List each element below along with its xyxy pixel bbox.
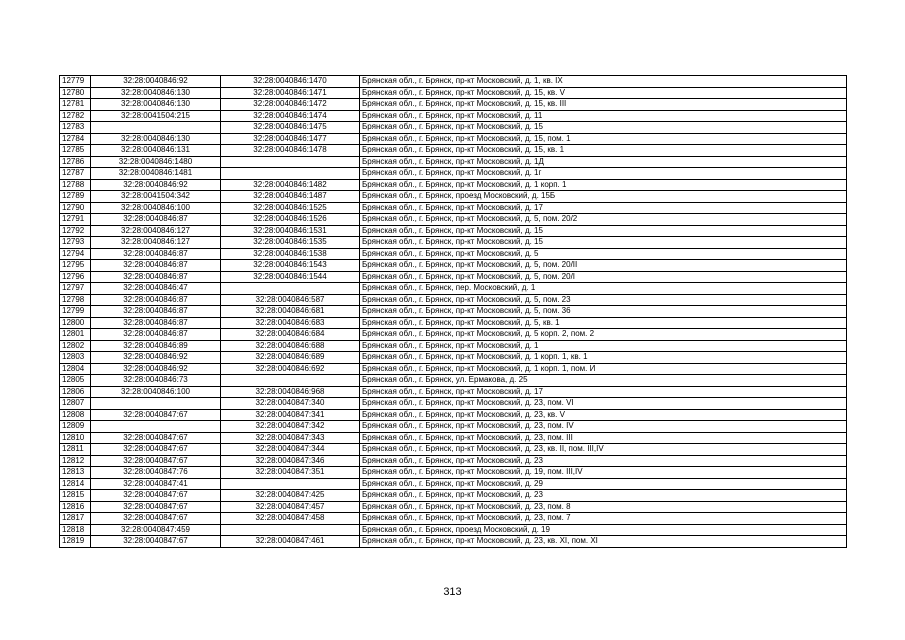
cadastral-number-cell: 32:28:0041504:342: [91, 191, 221, 203]
address-cell: Брянская обл., г. Брянск, пр-кт Московский, д. 1 корп. 1, кв. 1: [360, 352, 847, 364]
table-row: [60, 501, 847, 513]
registry-table-body: [60, 76, 847, 548]
row-number-cell: 12789: [60, 191, 91, 203]
address-cell: Брянская обл., г. Брянск, проезд Московский, д. 19: [360, 524, 847, 536]
row-number-cell: 12808: [60, 409, 91, 421]
address-cell: Брянская обл., г. Брянск, пр-кт Московский, д. 29: [360, 478, 847, 490]
cadastral-number-cell: 32:28:0040846:130: [91, 99, 221, 111]
cadastral-number-cell: 32:28:0040846:87: [91, 248, 221, 260]
address-cell: Брянская обл., г. Брянск, пр-кт Московский, д. 1 корп. 1: [360, 179, 847, 191]
table-row: [60, 283, 847, 295]
object-cadastral-number-cell: 32:28:0040846:681: [221, 306, 360, 318]
row-number-cell: 12781: [60, 99, 91, 111]
row-number-cell: 12788: [60, 179, 91, 191]
cadastral-number-cell: 32:28:0040846:92: [91, 363, 221, 375]
table-row: [60, 432, 847, 444]
table-row: [60, 352, 847, 364]
object-cadastral-number-cell: 32:28:0040846:1478: [221, 145, 360, 157]
object-cadastral-number-cell: 32:28:0040847:341: [221, 409, 360, 421]
object-cadastral-number-cell: [221, 156, 360, 168]
object-cadastral-number-cell: 32:28:0040846:684: [221, 329, 360, 341]
address-cell: Брянская обл., г. Брянск, пр-кт Московский, д. 5, пом. 20/II: [360, 260, 847, 272]
object-cadastral-number-cell: 32:28:0040846:1531: [221, 225, 360, 237]
address-cell: Брянская обл., г. Брянск, пр-кт Московский, д. 11: [360, 110, 847, 122]
address-cell: Брянская обл., г. Брянск, пр-кт Московский, д. 19, пом. III,IV: [360, 467, 847, 479]
row-number-cell: 12790: [60, 202, 91, 214]
cadastral-number-cell: 32:28:0040846:87: [91, 260, 221, 272]
object-cadastral-number-cell: 32:28:0040846:1525: [221, 202, 360, 214]
cadastral-number-cell: 32:28:0040846:92: [91, 179, 221, 191]
table-row: [60, 340, 847, 352]
object-cadastral-number-cell: 32:28:0040846:1543: [221, 260, 360, 272]
object-cadastral-number-cell: 32:28:0040847:342: [221, 421, 360, 433]
cadastral-number-cell: 32:28:0040846:92: [91, 352, 221, 364]
cadastral-number-cell: 32:28:0040847:67: [91, 409, 221, 421]
cadastral-number-cell: 32:28:0040847:41: [91, 478, 221, 490]
address-cell: Брянская обл., г. Брянск, пр-кт Московский, д. 5 корп. 2, пом. 2: [360, 329, 847, 341]
cadastral-number-cell: 32:28:0040847:67: [91, 455, 221, 467]
table-row: [60, 444, 847, 456]
address-cell: Брянская обл., г. Брянск, пр-кт Московский, д. 23: [360, 455, 847, 467]
row-number-cell: 12795: [60, 260, 91, 272]
table-row: [60, 237, 847, 249]
cadastral-number-cell: [91, 398, 221, 410]
address-cell: Брянская обл., г. Брянск, пр-кт Московский, д. 5, пом. 23: [360, 294, 847, 306]
cadastral-number-cell: 32:28:0040847:67: [91, 444, 221, 456]
table-row: [60, 225, 847, 237]
table-row: [60, 156, 847, 168]
address-cell: Брянская обл., г. Брянск, пр-кт Московский, д. 23, кв. XI, пом. XI: [360, 536, 847, 548]
address-cell: Брянская обл., г. Брянск, пр-кт Московский, д. 23: [360, 490, 847, 502]
object-cadastral-number-cell: 32:28:0040846:1471: [221, 87, 360, 99]
address-cell: Брянская обл., г. Брянск, проезд Московский, д. 15Б: [360, 191, 847, 203]
row-number-cell: 12798: [60, 294, 91, 306]
table-row: [60, 513, 847, 525]
row-number-cell: 12794: [60, 248, 91, 260]
cadastral-number-cell: 32:28:0040847:67: [91, 513, 221, 525]
row-number-cell: 12793: [60, 237, 91, 249]
address-cell: Брянская обл., г. Брянск, пр-кт Московский, д. 23, пом. VI: [360, 398, 847, 410]
row-number-cell: 12809: [60, 421, 91, 433]
address-cell: Брянская обл., г. Брянск, пр-кт Московский, д. 23, кв. II, пом. III,IV: [360, 444, 847, 456]
row-number-cell: 12792: [60, 225, 91, 237]
address-cell: Брянская обл., г. Брянск, пр-кт Московский, д. 15, кв. III: [360, 99, 847, 111]
address-cell: Брянская обл., г. Брянск, пр-кт Московский, д. 5: [360, 248, 847, 260]
table-row: [60, 455, 847, 467]
row-number-cell: 12806: [60, 386, 91, 398]
row-number-cell: 12807: [60, 398, 91, 410]
cadastral-number-cell: [91, 122, 221, 134]
row-number-cell: 12819: [60, 536, 91, 548]
object-cadastral-number-cell: 32:28:0040846:1538: [221, 248, 360, 260]
object-cadastral-number-cell: [221, 168, 360, 180]
cadastral-number-cell: 32:28:0041504:215: [91, 110, 221, 122]
table-row: [60, 76, 847, 88]
cadastral-number-cell: 32:28:0040847:67: [91, 501, 221, 513]
row-number-cell: 12814: [60, 478, 91, 490]
object-cadastral-number-cell: 32:28:0040847:346: [221, 455, 360, 467]
table-row: [60, 99, 847, 111]
cadastral-number-cell: 32:28:0040846:73: [91, 375, 221, 387]
table-row: [60, 168, 847, 180]
table-row: [60, 363, 847, 375]
row-number-cell: 12811: [60, 444, 91, 456]
table-row: [60, 179, 847, 191]
cadastral-number-cell: 32:28:0040846:87: [91, 271, 221, 283]
cadastral-number-cell: 32:28:0040846:127: [91, 225, 221, 237]
row-number-cell: 12799: [60, 306, 91, 318]
table-row: [60, 271, 847, 283]
address-cell: Брянская обл., г. Брянск, пр-кт Московский, д. 15: [360, 122, 847, 134]
object-cadastral-number-cell: 32:28:0040846:1535: [221, 237, 360, 249]
registry-table: [59, 75, 847, 548]
table-row: [60, 87, 847, 99]
table-row: [60, 421, 847, 433]
address-cell: Брянская обл., г. Брянск, пр-кт Московский, д. 15, пом. 1: [360, 133, 847, 145]
row-number-cell: 12805: [60, 375, 91, 387]
object-cadastral-number-cell: 32:28:0040846:1472: [221, 99, 360, 111]
row-number-cell: 12797: [60, 283, 91, 295]
cadastral-number-cell: 32:28:0040846:1480: [91, 156, 221, 168]
table-row: [60, 490, 847, 502]
object-cadastral-number-cell: 32:28:0040846:683: [221, 317, 360, 329]
cadastral-number-cell: 32:28:0040846:100: [91, 202, 221, 214]
object-cadastral-number-cell: 32:28:0040846:692: [221, 363, 360, 375]
table-row: [60, 375, 847, 387]
object-cadastral-number-cell: [221, 478, 360, 490]
cadastral-number-cell: 32:28:0040847:67: [91, 432, 221, 444]
row-number-cell: 12817: [60, 513, 91, 525]
table-row: [60, 478, 847, 490]
row-number-cell: 12818: [60, 524, 91, 536]
table-row: [60, 191, 847, 203]
row-number-cell: 12800: [60, 317, 91, 329]
row-number-cell: 12787: [60, 168, 91, 180]
object-cadastral-number-cell: 32:28:0040846:689: [221, 352, 360, 364]
table-row: [60, 110, 847, 122]
table-row: [60, 214, 847, 226]
object-cadastral-number-cell: 32:28:0040847:457: [221, 501, 360, 513]
cadastral-number-cell: 32:28:0040846:87: [91, 306, 221, 318]
cadastral-number-cell: 32:28:0040846:87: [91, 329, 221, 341]
address-cell: Брянская обл., г. Брянск, пр-кт Московский, д. 15: [360, 237, 847, 249]
table-row: [60, 260, 847, 272]
object-cadastral-number-cell: 32:28:0040847:340: [221, 398, 360, 410]
row-number-cell: 12786: [60, 156, 91, 168]
table-row: [60, 202, 847, 214]
row-number-cell: 12801: [60, 329, 91, 341]
object-cadastral-number-cell: 32:28:0040846:1487: [221, 191, 360, 203]
row-number-cell: 12780: [60, 87, 91, 99]
row-number-cell: 12791: [60, 214, 91, 226]
address-cell: Брянская обл., г. Брянск, пр-кт Московский, д. 15: [360, 225, 847, 237]
cadastral-number-cell: 32:28:0040846:127: [91, 237, 221, 249]
table-row: [60, 386, 847, 398]
address-cell: Брянская обл., г. Брянск, пр-кт Московский, д. 1, кв. IX: [360, 76, 847, 88]
cadastral-number-cell: 32:28:0040847:67: [91, 490, 221, 502]
address-cell: Брянская обл., г. Брянск, пр-кт Московский, д. 23, пом. 7: [360, 513, 847, 525]
row-number-cell: 12779: [60, 76, 91, 88]
object-cadastral-number-cell: 32:28:0040846:1474: [221, 110, 360, 122]
table-row: [60, 524, 847, 536]
object-cadastral-number-cell: 32:28:0040846:1544: [221, 271, 360, 283]
cadastral-number-cell: 32:28:0040846:130: [91, 87, 221, 99]
address-cell: Брянская обл., г. Брянск, пр-кт Московский, д. 1: [360, 340, 847, 352]
object-cadastral-number-cell: 32:28:0040846:587: [221, 294, 360, 306]
address-cell: Брянская обл., г. Брянск, пр-кт Московский, д. 23, пом. IV: [360, 421, 847, 433]
cadastral-number-cell: 32:28:0040846:100: [91, 386, 221, 398]
object-cadastral-number-cell: 32:28:0040847:351: [221, 467, 360, 479]
address-cell: Брянская обл., г. Брянск, пр-кт Московский, д. 23, пом. 8: [360, 501, 847, 513]
object-cadastral-number-cell: 32:28:0040847:344: [221, 444, 360, 456]
row-number-cell: 12812: [60, 455, 91, 467]
row-number-cell: 12783: [60, 122, 91, 134]
address-cell: Брянская обл., г. Брянск, пр-кт Московский, д. 17: [360, 202, 847, 214]
address-cell: Брянская обл., г. Брянск, пр-кт Московский, д. 17: [360, 386, 847, 398]
row-number-cell: 12815: [60, 490, 91, 502]
table-row: [60, 248, 847, 260]
cadastral-number-cell: 32:28:0040846:130: [91, 133, 221, 145]
row-number-cell: 12813: [60, 467, 91, 479]
table-row: [60, 398, 847, 410]
cadastral-number-cell: 32:28:0040846:89: [91, 340, 221, 352]
object-cadastral-number-cell: 32:28:0040847:343: [221, 432, 360, 444]
table-row: [60, 133, 847, 145]
cadastral-number-cell: 32:28:0040847:76: [91, 467, 221, 479]
cadastral-number-cell: 32:28:0040846:47: [91, 283, 221, 295]
object-cadastral-number-cell: 32:28:0040846:1477: [221, 133, 360, 145]
address-cell: Брянская обл., г. Брянск, пр-кт Московский, д. 1г: [360, 168, 847, 180]
table-row: [60, 317, 847, 329]
address-cell: Брянская обл., г. Брянск, пр-кт Московский, д. 5, пом. 20/I: [360, 271, 847, 283]
object-cadastral-number-cell: [221, 524, 360, 536]
address-cell: Брянская обл., г. Брянск, пер. Московский, д. 1: [360, 283, 847, 295]
address-cell: Брянская обл., г. Брянск, пр-кт Московский, д. 5, пом. 20/2: [360, 214, 847, 226]
cadastral-number-cell: 32:28:0040846:131: [91, 145, 221, 157]
table-row: [60, 467, 847, 479]
cadastral-number-cell: 32:28:0040846:92: [91, 76, 221, 88]
cadastral-number-cell: 32:28:0040846:87: [91, 294, 221, 306]
object-cadastral-number-cell: 32:28:0040846:1475: [221, 122, 360, 134]
row-number-cell: 12804: [60, 363, 91, 375]
address-cell: Брянская обл., г. Брянск, ул. Ермакова, д. 25: [360, 375, 847, 387]
object-cadastral-number-cell: 32:28:0040847:458: [221, 513, 360, 525]
object-cadastral-number-cell: 32:28:0040846:968: [221, 386, 360, 398]
row-number-cell: 12784: [60, 133, 91, 145]
table-row: [60, 409, 847, 421]
object-cadastral-number-cell: [221, 375, 360, 387]
address-cell: Брянская обл., г. Брянск, пр-кт Московский, д. 15, кв. V: [360, 87, 847, 99]
cadastral-number-cell: 32:28:0040846:87: [91, 214, 221, 226]
row-number-cell: 12796: [60, 271, 91, 283]
table-row: [60, 536, 847, 548]
object-cadastral-number-cell: 32:28:0040846:1526: [221, 214, 360, 226]
cadastral-number-cell: 32:28:0040847:459: [91, 524, 221, 536]
cadastral-number-cell: 32:28:0040847:67: [91, 536, 221, 548]
address-cell: Брянская обл., г. Брянск, пр-кт Московский, д. 1 корп. 1, пом. И: [360, 363, 847, 375]
row-number-cell: 12816: [60, 501, 91, 513]
table-row: [60, 145, 847, 157]
cadastral-number-cell: 32:28:0040846:1481: [91, 168, 221, 180]
object-cadastral-number-cell: 32:28:0040847:461: [221, 536, 360, 548]
address-cell: Брянская обл., г. Брянск, пр-кт Московский, д. 1Д: [360, 156, 847, 168]
object-cadastral-number-cell: 32:28:0040847:425: [221, 490, 360, 502]
object-cadastral-number-cell: 32:28:0040846:1470: [221, 76, 360, 88]
row-number-cell: 12802: [60, 340, 91, 352]
address-cell: Брянская обл., г. Брянск, пр-кт Московский, д. 5, кв. 1: [360, 317, 847, 329]
address-cell: Брянская обл., г. Брянск, пр-кт Московский, д. 15, кв. 1: [360, 145, 847, 157]
row-number-cell: 12803: [60, 352, 91, 364]
row-number-cell: 12785: [60, 145, 91, 157]
table-row: [60, 294, 847, 306]
object-cadastral-number-cell: 32:28:0040846:1482: [221, 179, 360, 191]
address-cell: Брянская обл., г. Брянск, пр-кт Московский, д. 23, пом. III: [360, 432, 847, 444]
table-row: [60, 329, 847, 341]
object-cadastral-number-cell: 32:28:0040846:688: [221, 340, 360, 352]
page-number: 313: [443, 586, 462, 598]
table-row: [60, 122, 847, 134]
table-row: [60, 306, 847, 318]
cadastral-number-cell: 32:28:0040846:87: [91, 317, 221, 329]
address-cell: Брянская обл., г. Брянск, пр-кт Московский, д. 5, пом. 36: [360, 306, 847, 318]
object-cadastral-number-cell: [221, 283, 360, 295]
row-number-cell: 12782: [60, 110, 91, 122]
address-cell: Брянская обл., г. Брянск, пр-кт Московский, д. 23, кв. V: [360, 409, 847, 421]
row-number-cell: 12810: [60, 432, 91, 444]
cadastral-number-cell: [91, 421, 221, 433]
